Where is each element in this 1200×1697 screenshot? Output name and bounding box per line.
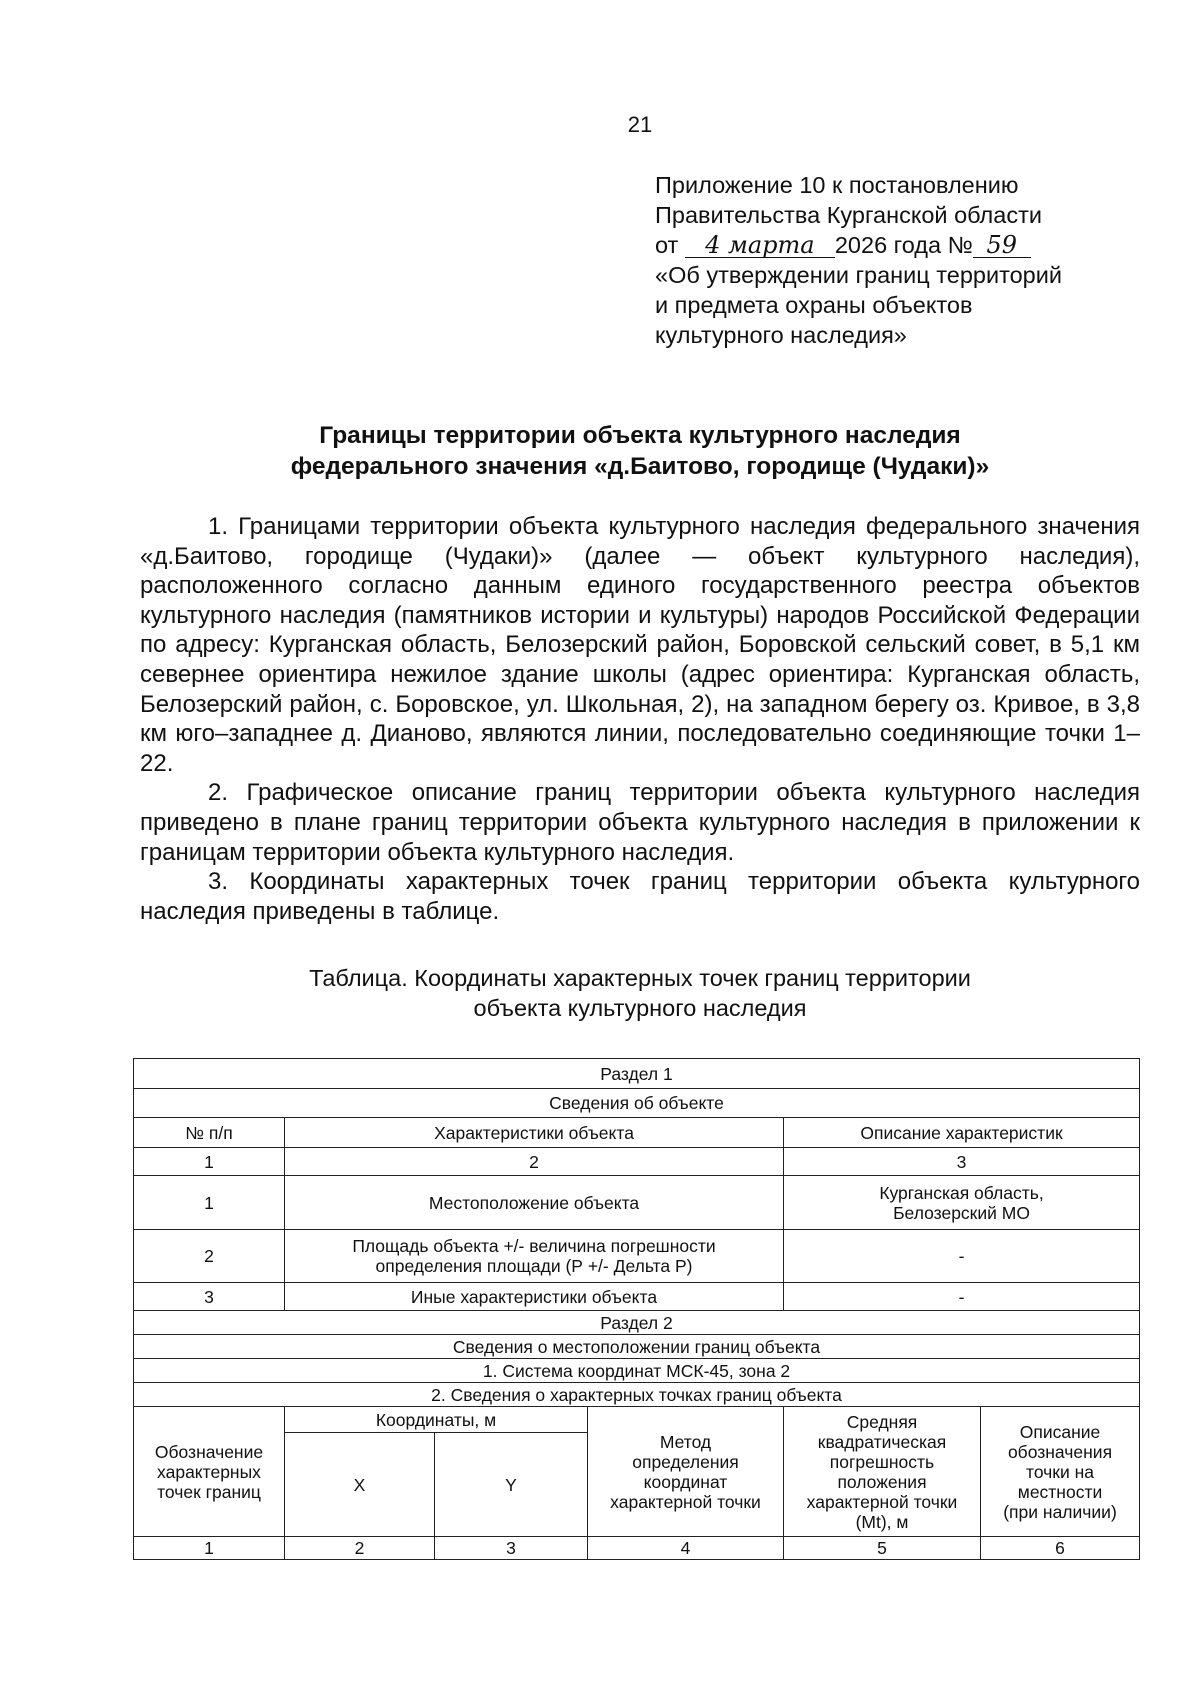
- header-line: местности: [1017, 1481, 1103, 1502]
- header-line: Обозначение: [154, 1441, 264, 1462]
- date-prefix: от: [655, 232, 679, 258]
- points-info-header: 2. Сведения о характерных точках границ объекта: [134, 1383, 1140, 1407]
- coordinates-table: [133, 1058, 1140, 1560]
- appendix-header: [655, 170, 1125, 350]
- header-coords: Координаты, м: [285, 1407, 588, 1433]
- row-desc: -: [784, 1230, 1140, 1283]
- appendix-line: и предмета охраны объектов: [655, 292, 973, 318]
- col-index: 2: [285, 1148, 784, 1176]
- appendix-line: Приложение 10 к постановлению: [655, 172, 1019, 198]
- header-line: (Mt), м: [855, 1511, 909, 1532]
- header-line: координат: [643, 1471, 728, 1492]
- appendix-line: «Об утверждении границ территорий: [655, 262, 1063, 288]
- header-line: обозначения: [1007, 1441, 1113, 1462]
- title-line: Границы территории объекта культурного наследия: [319, 422, 961, 449]
- col-index: 3: [784, 1148, 1140, 1176]
- table-title-line: Таблица. Координаты характерных точек границ территории: [309, 965, 971, 991]
- appendix-date-line: [655, 230, 1125, 260]
- section-2-header: Раздел 2: [134, 1311, 1140, 1335]
- page-number: 21: [627, 112, 653, 137]
- header-line: (при наличии): [1003, 1501, 1117, 1522]
- handwritten-date: 4 марта: [685, 233, 835, 258]
- paragraph: 3. Координаты характерных точек границ территории объекта культурного наследия приведены в таблице.: [140, 868, 1140, 925]
- header-x: X: [285, 1433, 435, 1537]
- body-text: [140, 512, 1140, 926]
- paragraph: 2. Графическое описание границ территории объекта культурного наследия приведено в плане границ территории объекта культурного наследия в приложении к границам территории объекта культурного наследия.: [140, 779, 1140, 866]
- col-header-char: Характеристики объекта: [285, 1118, 784, 1148]
- title-line: федерального значения «д.Баитово, городище (Чудаки)»: [290, 453, 990, 480]
- header-line: характерной точки: [610, 1491, 761, 1512]
- document-title: [140, 420, 1140, 482]
- col-index: 6: [981, 1537, 1140, 1560]
- header-line: Средняя: [846, 1411, 918, 1432]
- row-desc: -: [784, 1283, 1140, 1311]
- row-num: 3: [134, 1283, 285, 1311]
- col-index: 2: [285, 1537, 435, 1560]
- col-index: 1: [134, 1148, 285, 1176]
- row-desc-line: Белозерский МО: [893, 1202, 1030, 1223]
- location-info-header: Сведения о местоположении границ объекта: [134, 1335, 1140, 1359]
- header-designation: [134, 1407, 285, 1537]
- header-line: погрешность: [829, 1451, 935, 1472]
- row-char-line: определения площади (Р +/- Дельта Р): [375, 1256, 693, 1276]
- col-index: 5: [784, 1537, 981, 1560]
- header-line: характерных: [157, 1461, 261, 1482]
- header-line: квадратическая: [817, 1431, 947, 1452]
- header-point-desc: [981, 1407, 1140, 1537]
- header-error: [784, 1407, 981, 1537]
- table-title: [140, 963, 1140, 1023]
- col-index: 4: [588, 1537, 784, 1560]
- coord-system-row: 1. Система координат МСК-45, зона 2: [134, 1359, 1140, 1383]
- row-char: Иные характеристики объекта: [285, 1283, 784, 1311]
- handwritten-number: 59: [973, 233, 1031, 258]
- header-y: Y: [435, 1433, 588, 1537]
- col-index: 1: [134, 1537, 285, 1560]
- row-char: Местоположение объекта: [285, 1176, 784, 1230]
- appendix-line: Правительства Курганской области: [655, 202, 1042, 228]
- row-desc-line: Курганская область,: [879, 1182, 1044, 1203]
- header-method: [588, 1407, 784, 1537]
- header-line: Метод: [659, 1431, 712, 1452]
- table-row: [134, 1283, 1140, 1311]
- row-num: 2: [134, 1230, 285, 1283]
- year-text: 2026 года №: [834, 232, 973, 258]
- appendix-line: культурного наследия»: [655, 322, 907, 348]
- header-line: точек границ: [157, 1481, 261, 1502]
- row-num: 1: [134, 1176, 285, 1230]
- table-row: [134, 1230, 1140, 1283]
- row-char: [285, 1230, 784, 1283]
- header-line: точки на: [1026, 1461, 1094, 1482]
- table-title-line: объекта культурного наследия: [473, 995, 807, 1021]
- header-line: определения: [632, 1451, 739, 1472]
- col-index: 3: [435, 1537, 588, 1560]
- header-line: положения: [837, 1471, 927, 1492]
- row-desc: [784, 1176, 1140, 1230]
- header-line: Описание: [1019, 1421, 1101, 1442]
- table-row: [134, 1176, 1140, 1230]
- col-header-num: № п/п: [134, 1118, 285, 1148]
- section-1-header: Раздел 1: [134, 1059, 1140, 1089]
- header-line: характерной точки: [806, 1491, 958, 1512]
- object-info-header: Сведения об объекте: [134, 1089, 1140, 1118]
- col-header-desc: Описание характеристик: [784, 1118, 1140, 1148]
- row-char-line: Площадь объекта +/- величина погрешности: [352, 1236, 716, 1256]
- paragraph: 1. Границами территории объекта культурного наследия федерального значения «д.Баитово, городище (Чудаки)» (далее — объект культурного наследия), расположенного согласно данным единого государственного реестра объектов культурного наследия (памятников истории и культуры) народов Российской Федерации по адресу: Курганская область, Белозерский район, Боровской сельский совет, в 5,1 км севернее ориентира нежилое здание школы (адрес ориентира: Курганская область, Белозерский район, с. Боровское, ул. Школьная, 2), на западном берегу оз. Кривое, в 3,8 км юго–западнее д. Дианово, являются линии, последовательно соединяющие точки 1–22.: [140, 513, 1140, 777]
